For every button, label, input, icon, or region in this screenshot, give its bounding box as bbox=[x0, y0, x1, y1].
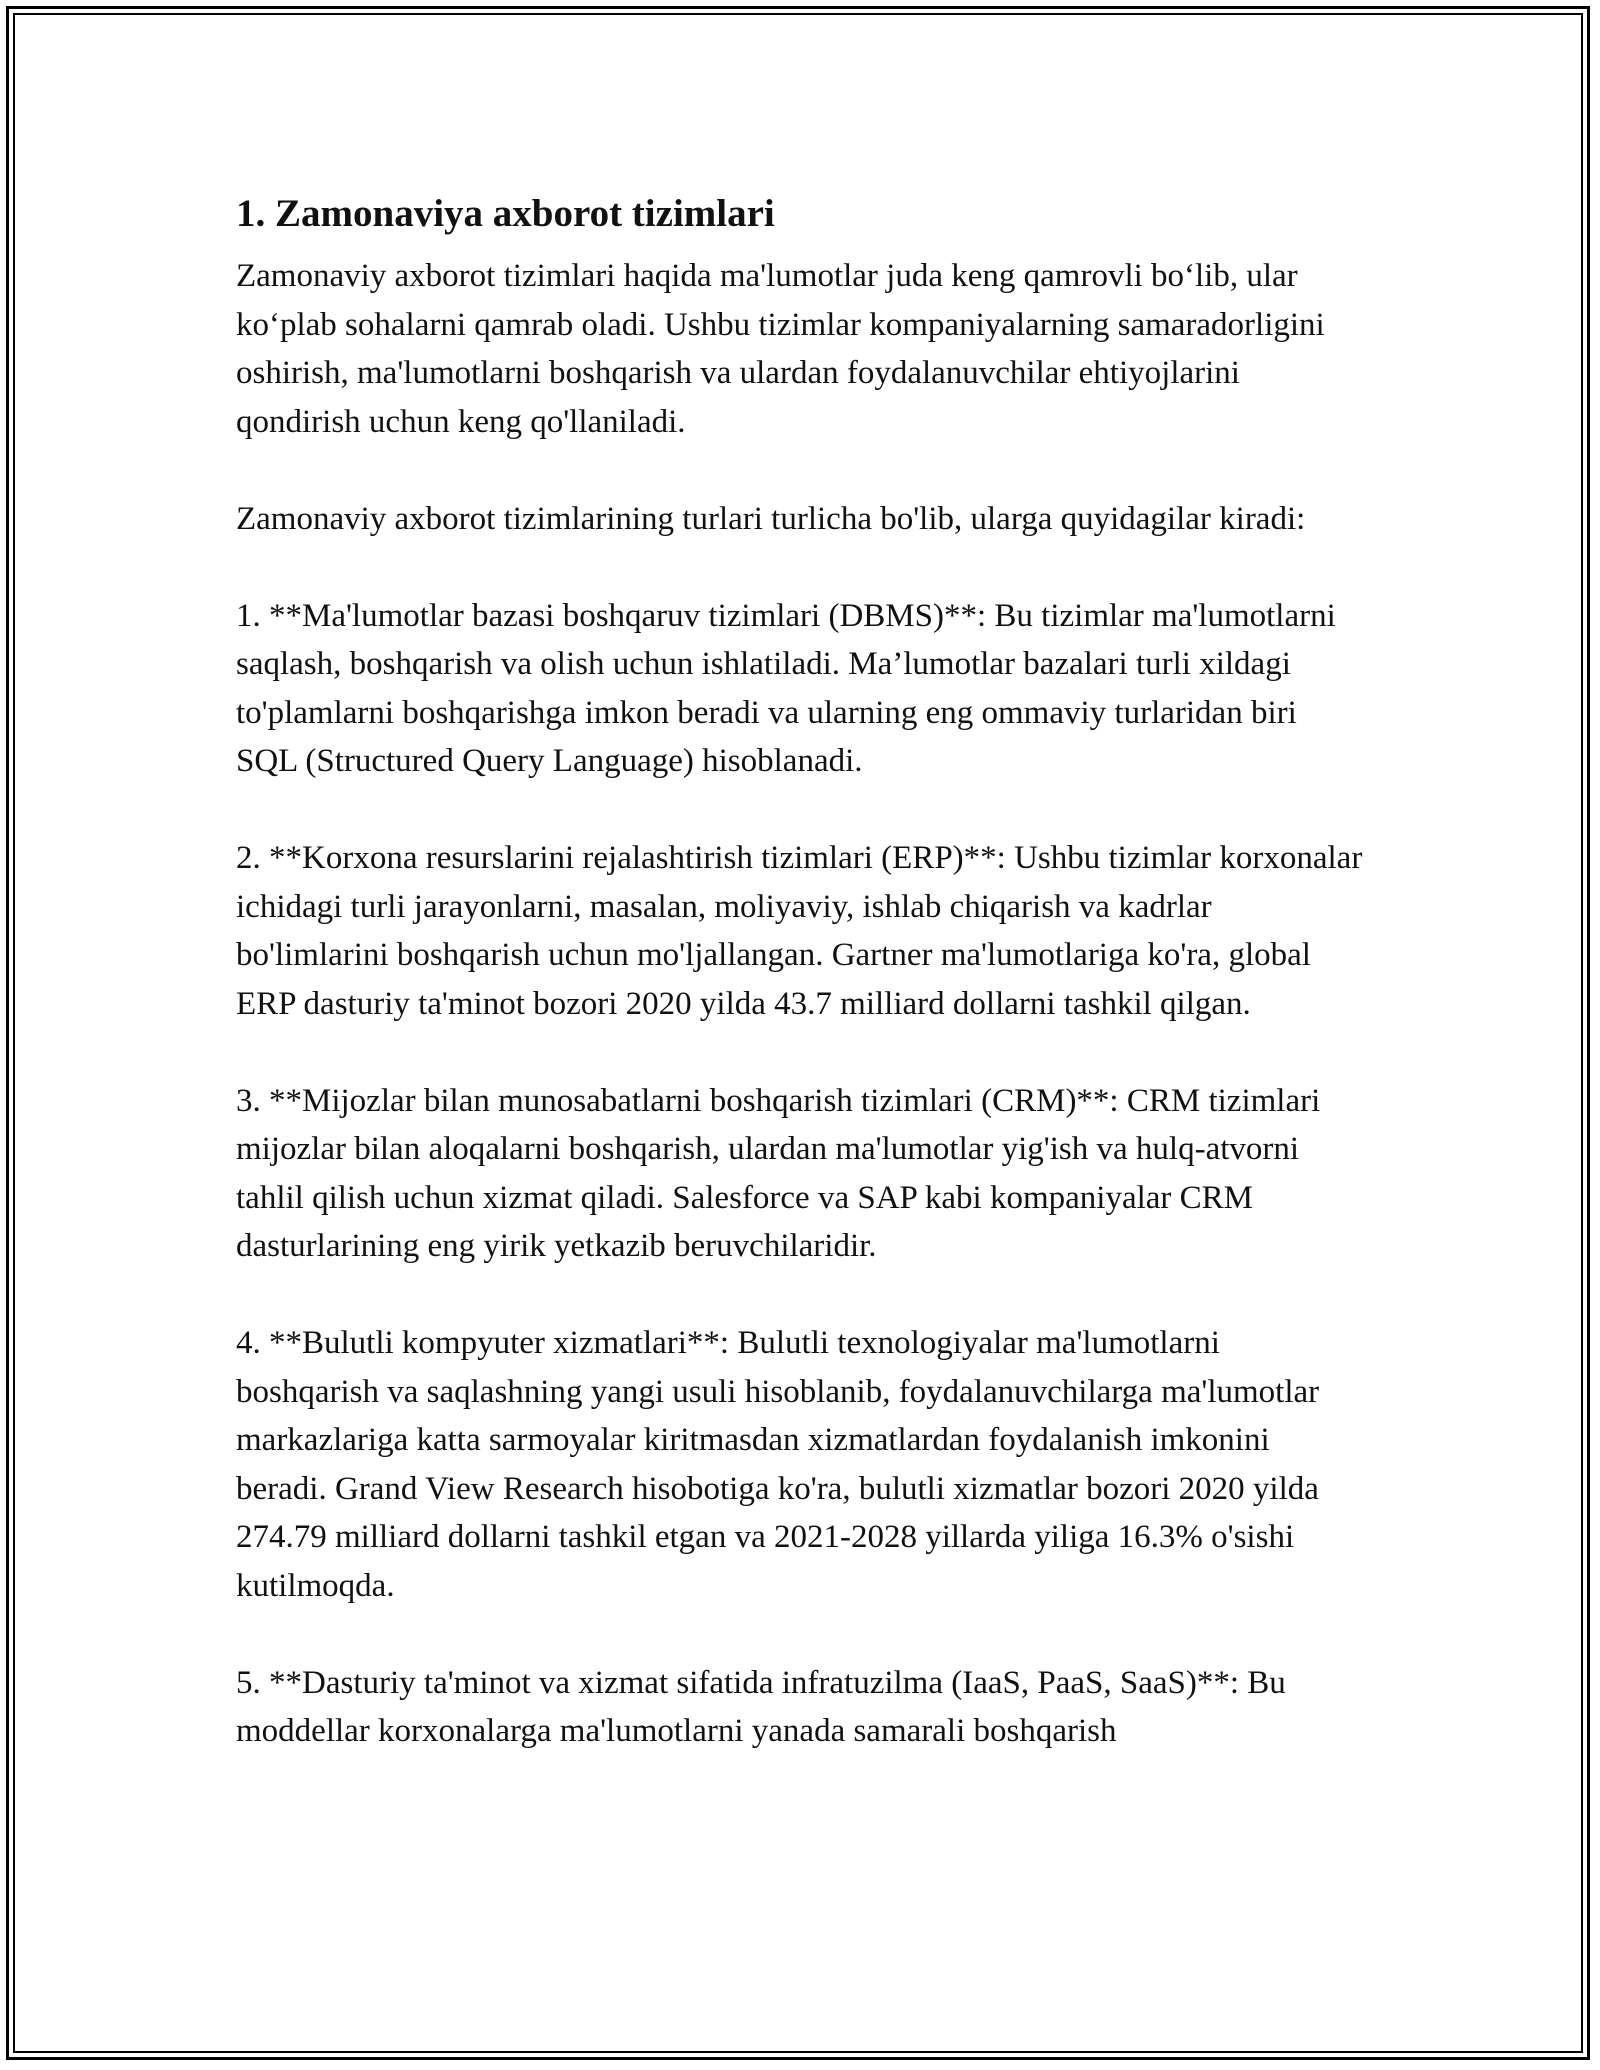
list-item-crm: 3. **Mijozlar bilan munosabatlarni boshqarish tizimlari (CRM)**: CRM tizimlari mijozlar bilan aloqalarni boshqarish, ulardan ma'lumotlar yig'ish va hulq-atvorni tahlil qilish uchun xizmat qiladi. Salesforce va SAP kabi kompaniyalar CRM dasturlarining eng yirik yetkazib beruvchilaridir. bbox=[236, 1082, 1321, 1264]
list-item-dbms: 1. **Ma'lumotlar bazasi boshqaruv tizimlari (DBMS)**: Bu tizimlar ma'lumotlarni saqlash, boshqarish va olish uchun ishlatiladi. Ma’lumotlar bazalari turli xildagi to'plamlarni boshqarishga imkon beradi va ularning eng ommaviy turlaridan biri SQL (Structured Query Language) hisoblanadi. bbox=[236, 597, 1336, 779]
document-body bbox=[236, 186, 1366, 1804]
intro-paragraph: Zamonaviy axborot tizimlari haqida ma'lumotlar juda keng qamrovli bo‘lib, ular ko‘plab sohalarni qamrab oladi. Ushbu tizimlar kompaniyalarning samaradorligini oshirish, ma'lumotlarni boshqarish va ulardan foydalanuvchilar ehtiyojlarini qondirish uchun keng qo'llaniladi. bbox=[236, 258, 1325, 440]
list-item-cloud: 4. **Bulutli kompyuter xizmatlari**: Bulutli texnologiyalar ma'lumotlarni boshqarish va saqlashning yangi usuli hisoblanib, foydalanuvchilarga ma'lumotlar markazlariga katta sarmoyalar kiritmasdan xizmatlardan foydalanish imkonini beradi. Grand View Research hisobotiga ko'ra, bulutli xizmatlar bozori 2020 yilda 274.79 milliard dollarni tashkil etgan va 2021-2028 yillarda yiliga 16.3% o'sishi kutilmoqda. bbox=[236, 1325, 1320, 1604]
types-intro-paragraph: Zamonaviy axborot tizimlarining turlari turlicha bo'lib, ularga quyidagilar kiradi: bbox=[236, 500, 1306, 537]
document-heading: 1. Zamonaviya axborot tizimlari bbox=[236, 192, 775, 235]
list-item-iaas-paas-saas: 5. **Dasturiy ta'minot va xizmat sifatida infratuzilma (IaaS, PaaS, SaaS)**: Bu moddellar korxonalarga ma'lumotlarni yanada samarali boshqarish bbox=[236, 1664, 1286, 1749]
list-item-erp: 2. **Korxona resurslarini rejalashtirish tizimlari (ERP)**: Ushbu tizimlar korxonalar ichidagi turli jarayonlarni, masalan, moliyaviy, ishlab chiqarish va kadrlar bo'limlarini boshqarish uchun mo'ljallangan. Gartner ma'lumotlariga ko'ra, global ERP dasturiy ta'minot bozori 2020 yilda 43.7 milliard dollarni tashkil qilgan. bbox=[236, 840, 1363, 1022]
